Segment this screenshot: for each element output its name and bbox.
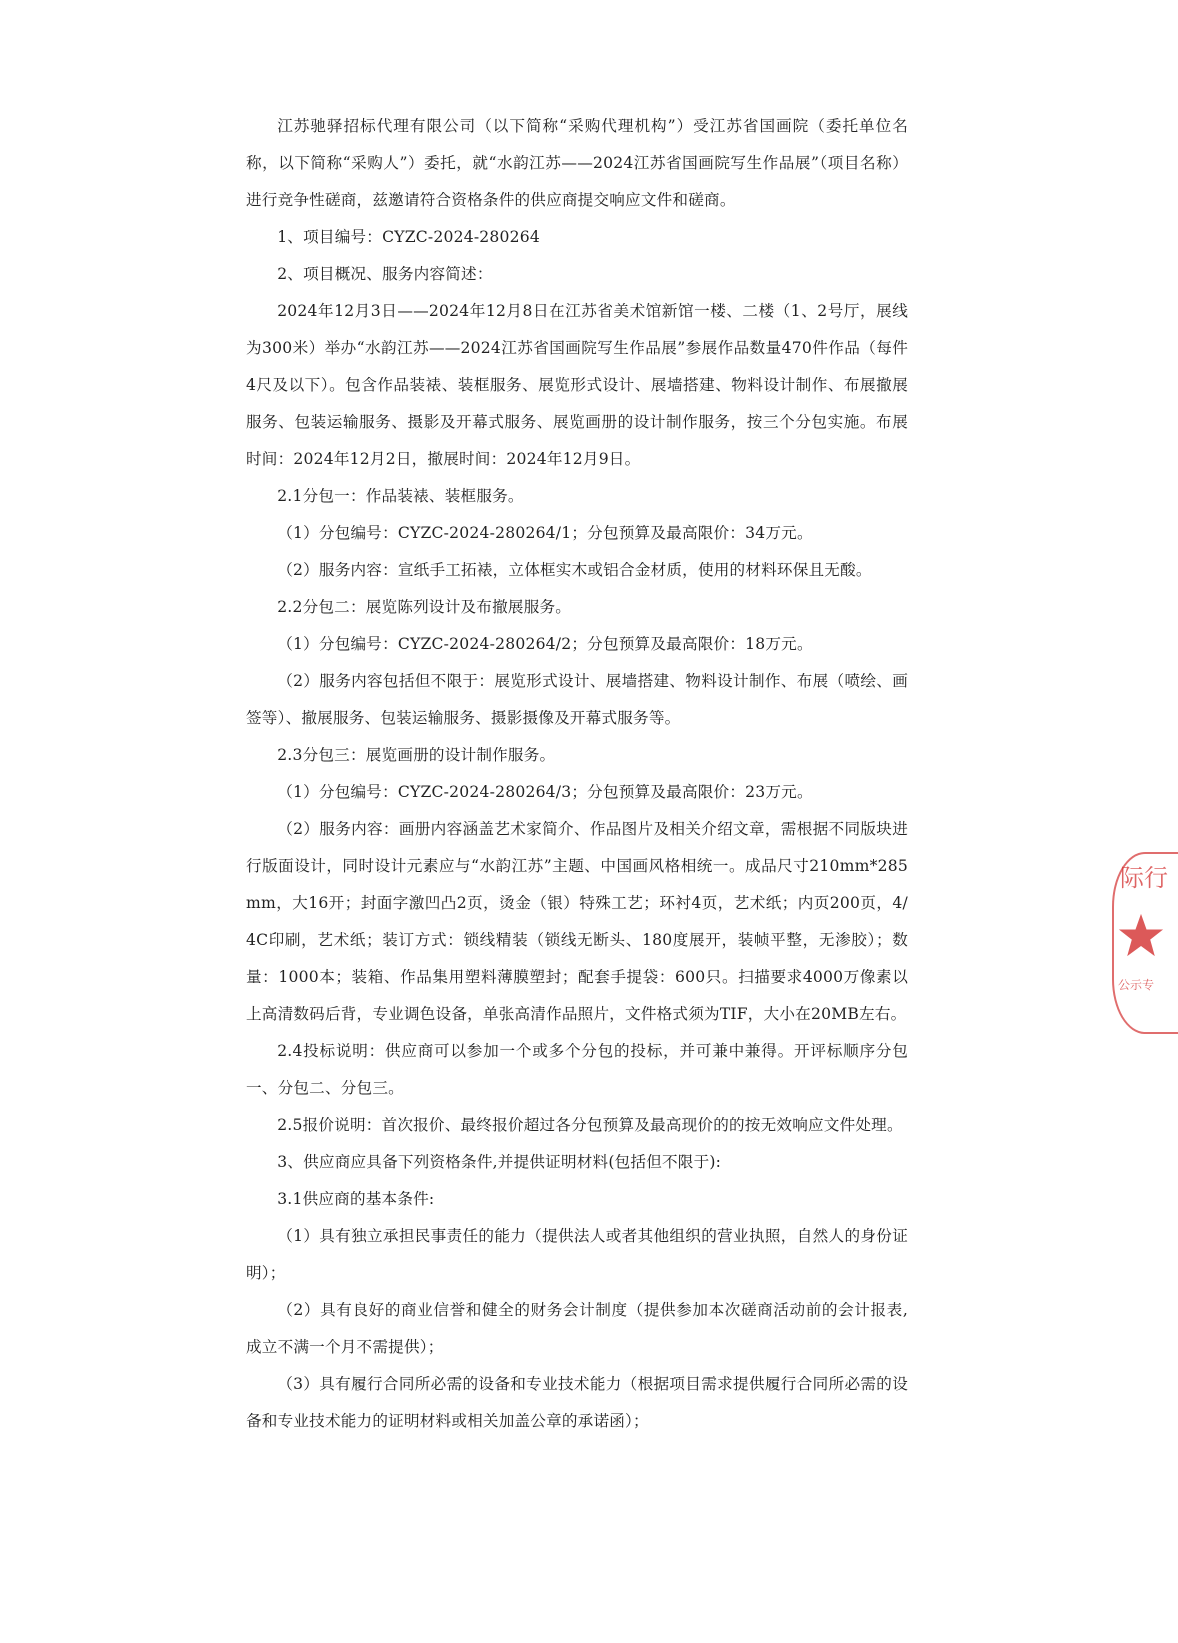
paragraph-price-notes: 2.5报价说明：首次报价、最终报价超过各分包预算及最高现价的的按无效响应文件处理。 [277,1116,903,1134]
paragraph-lot2-number: （1）分包编号：CYZC-2024-280264/2；分包预算及最高限价：18万元。 [277,635,813,653]
paragraph-condition-2: （2）具有良好的商业信誉和健全的财务会计制度（提供参加本次磋商活动前的会计报表,成立不满一个月不需提供）； [246,1301,908,1356]
paragraph-lot3-heading: 2.3分包三：展览画册的设计制作服务。 [277,746,556,764]
seal-top-text: 际行 [1120,864,1168,892]
seal-star-icon [1118,912,1164,958]
paragraph-condition-3: （3）具有履行合同所必需的设备和专业技术能力（根据项目需求提供履行合同所必需的设备和专业技术能力的证明材料或相关加盖公章的承诺函）； [246,1375,908,1430]
paragraph-lot3-content: （2）服务内容：画册内容涵盖艺术家简介、作品图片及相关介绍文章，需根据不同版块进行版面设计，同时设计元素应与“水韵江苏”主题、中国画风格相统一。成品尺寸210mm*285mm，大16开；封面字激凹凸2页，烫金（银）特殊工艺；环衬4页，艺术纸；内页200页，4/4C印刷，艺术纸；装订方式：锁线精装（锁线无断头、180度展开，装帧平整，无渗胶）；数量：1000本；装箱、作品集用塑料薄膜塑封；配套手提袋：600只。扫描要求4000万像素以上高清数码后背，专业调色设备，单张高清作品照片，文件格式须为TIF，大小在20MB左右。 [246,820,908,1023]
paragraph-lot3-number: （1）分包编号：CYZC-2024-280264/3；分包预算及最高限价：23万元。 [277,783,813,801]
paragraph-overview: 2024年12月3日——2024年12月8日在江苏省美术馆新馆一楼、二楼（1、2号厅，展线为300米）举办“水韵江苏——2024江苏省国画院写生作品展”参展作品数量470件作品（每件4尺及以下）。包含作品装裱、装框服务、展览形式设计、展墙搭建、物料设计制作、布展撤展服务、包装运输服务、摄影及开幕式服务、展览画册的设计制作服务，按三个分包实施。布展时间：2024年12月2日，撤展时间：2024年12月9日。 [246,302,908,468]
paragraph-condition-1: （1）具有独立承担民事责任的能力（提供法人或者其他组织的营业执照，自然人的身份证明）； [246,1227,908,1282]
paragraph-project-number: 1、项目编号：CYZC-2024-280264 [277,228,541,246]
paragraph-lot1-number: （1）分包编号：CYZC-2024-280264/1；分包预算及最高限价：34万元。 [277,524,813,542]
paragraph-lot2-heading: 2.2分包二：展览陈列设计及布撤展服务。 [277,598,572,616]
red-seal-stamp [1112,852,1178,1034]
paragraph-lot1-content: （2）服务内容：宣纸手工拓裱，立体框实木或铝合金材质，使用的材料环保且无酸。 [277,561,872,579]
seal-bottom-text: 公示专 [1118,978,1155,992]
paragraph-basic-conditions: 3.1供应商的基本条件: [277,1190,435,1208]
paragraph-overview-heading: 2、项目概况、服务内容简述： [277,265,493,283]
paragraph-lot2-content: （2）服务内容包括但不限于：展览形式设计、展墙搭建、物料设计制作、布展（喷绘、画签等）、撤展服务、包装运输服务、摄影摄像及开幕式服务等。 [246,672,908,727]
document-body [246,108,908,1440]
paragraph-lot1-heading: 2.1分包一：作品装裱、装框服务。 [277,487,524,505]
paragraph-bid-notes: 2.4投标说明：供应商可以参加一个或多个分包的投标，并可兼中兼得。开评标顺序分包一、分包二、分包三。 [246,1042,908,1097]
paragraph-intro: 江苏驰驿招标代理有限公司（以下简称“采购代理机构”）受江苏省国画院（委托单位名称，以下简称“采购人”）委托，就“水韵江苏——2024江苏省国画院写生作品展”（项目名称）进行竞争性磋商，兹邀请符合资格条件的供应商提交响应文件和磋商。 [246,117,908,209]
paragraph-qualification-heading: 3、供应商应具备下列资格条件,并提供证明材料(包括但不限于): [277,1153,722,1171]
